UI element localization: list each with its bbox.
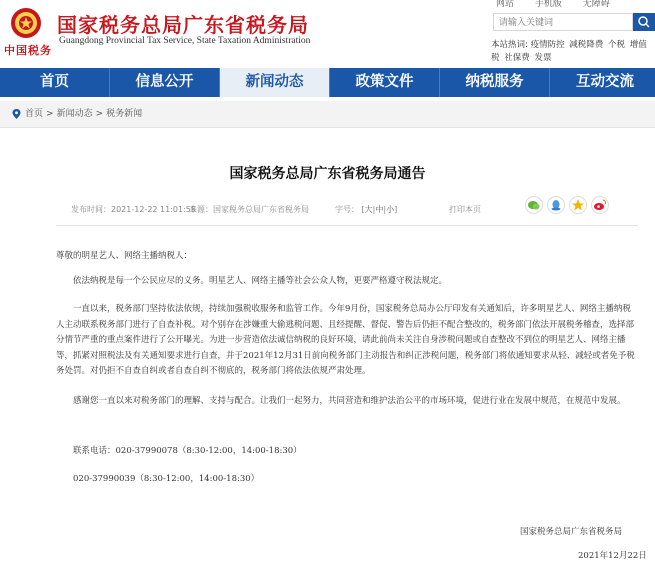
article-paragraph-3: 感谢您一直以来对税务部门的理解、支持与配合。让我们一起努力，共同营造和维护法治公平的市场环境，促进行业在发展中规范，在规范中发展。 <box>73 396 626 406</box>
top-link-site[interactable]: 网站 <box>496 0 515 9</box>
main-nav <box>0 68 655 97</box>
breadcrumb-tax-news[interactable]: 税务新闻 <box>106 109 143 119</box>
font-size-small[interactable]: 小 <box>386 205 395 214</box>
nav-info-disclosure[interactable]: 信息公开 <box>110 68 220 97</box>
breadcrumb <box>0 101 655 128</box>
brand-logo-text: 中国税务 <box>4 44 52 57</box>
font-size-switch: 字号： [大|中|小] <box>335 205 398 214</box>
article-salutation: 尊敬的明星艺人、网络主播纳税人： <box>56 251 193 261</box>
site-title-en: Guangdong Provincial Tax Service, State Taxation Administration <box>59 36 311 46</box>
breadcrumb-news[interactable]: 新闻动态 <box>56 109 93 119</box>
print-button[interactable]: 打印本页 <box>449 205 481 214</box>
hot-word-iit[interactable]: 个税 <box>608 40 626 50</box>
top-link-accessibility[interactable]: 无障碍 <box>582 0 610 9</box>
site-title[interactable]: 国家税务总局广东省税务局 <box>57 13 309 37</box>
article-title: 国家税务总局广东省税务局通告 <box>229 166 426 182</box>
hot-word-vat[interactable]: 增值税 <box>491 40 647 63</box>
tax-emblem-icon <box>6 6 46 42</box>
contact-phone-1: 联系电话：020-37990078（8:30-12:00，14:00-18:30） <box>73 446 302 456</box>
hot-word-social-security[interactable]: 社保费 <box>504 53 530 63</box>
breadcrumb-items: 首页 > 新闻动态 > 税务新闻 <box>25 109 143 119</box>
nav-news[interactable]: 新闻动态 <box>220 68 330 97</box>
top-links <box>496 0 628 9</box>
search-icon <box>633 13 655 31</box>
article-paragraph-2: 一直以来，税务部门坚持依法依规，持续加强税收服务和监管工作。今年9月份，国家税务总局办公厅印发有关通知后，许多明星艺人、网络主播纳税人主动联系税务部门进行了自查补税。对个别存在涉嫌重大偷逃税问题、且经提醒、督促、警告后仍拒不配合整改的，税务部门依法开展税务稽查，选择部分情节严重的重点案件进行了公开曝光。为进一步营造依法诚信纳税的良好环境，请此前尚未关注自身涉税问题或自查整改不到位的明星艺人、网络主播等，抓紧对照税法及有关通知要求进行自查，并于2021年12月31日前向税务部门主动报告和纠正涉税问题，税务部门将依通知要求从轻、减轻或者免予税务处罚。对仍拒不自查自纠或者自查自纠不彻底的，税务部门将依法依规严肃处理。 <box>56 304 635 376</box>
font-size-large[interactable]: 大 <box>364 205 373 214</box>
breadcrumb-home[interactable]: 首页 <box>25 109 44 119</box>
font-size-medium[interactable]: 中 <box>375 205 384 214</box>
article-signature: 国家税务总局广东省税务局 <box>520 527 623 537</box>
location-pin-icon <box>12 109 21 119</box>
hot-word-invoice[interactable]: 发票 <box>534 53 552 63</box>
hot-words <box>491 39 655 65</box>
nav-interaction[interactable]: 互动交流 <box>576 74 634 90</box>
contact-phone-2: 020-37990039（8:30-12:00，14:00-18:30） <box>73 474 260 484</box>
publish-time: 发布时间：2021-12-22 11:01:55 <box>71 205 196 214</box>
article-divider <box>56 225 638 226</box>
article-meta <box>0 196 655 220</box>
share-buttons <box>525 196 609 214</box>
qq-icon[interactable] <box>547 196 565 214</box>
search-input[interactable] <box>493 13 633 31</box>
weibo-icon[interactable] <box>591 196 609 214</box>
hot-word-epidemic[interactable]: 疫情防控 <box>530 40 565 50</box>
nav-policy[interactable]: 政策文件 <box>330 68 440 97</box>
qzone-icon[interactable] <box>569 196 587 214</box>
article-source: 来源：国家税务总局广东省税务局 <box>189 205 309 214</box>
wechat-icon[interactable] <box>525 196 543 214</box>
article-date: 2021年12月22日 <box>578 551 647 561</box>
hot-word-tax-cut[interactable]: 减税降费 <box>569 40 604 50</box>
top-link-mobile[interactable]: 手机版 <box>534 0 562 9</box>
site-header <box>0 0 655 68</box>
nav-tax-service[interactable]: 纳税服务 <box>440 68 550 97</box>
hot-words-label: 本站热词: <box>491 40 528 50</box>
article-paragraph-1: 依法纳税是每一个公民应尽的义务。明星艺人、网络主播等社会公众人物，更要严格遵守税法规定。 <box>73 276 448 286</box>
search-button[interactable] <box>633 13 655 31</box>
nav-home[interactable]: 首页 <box>0 68 110 97</box>
